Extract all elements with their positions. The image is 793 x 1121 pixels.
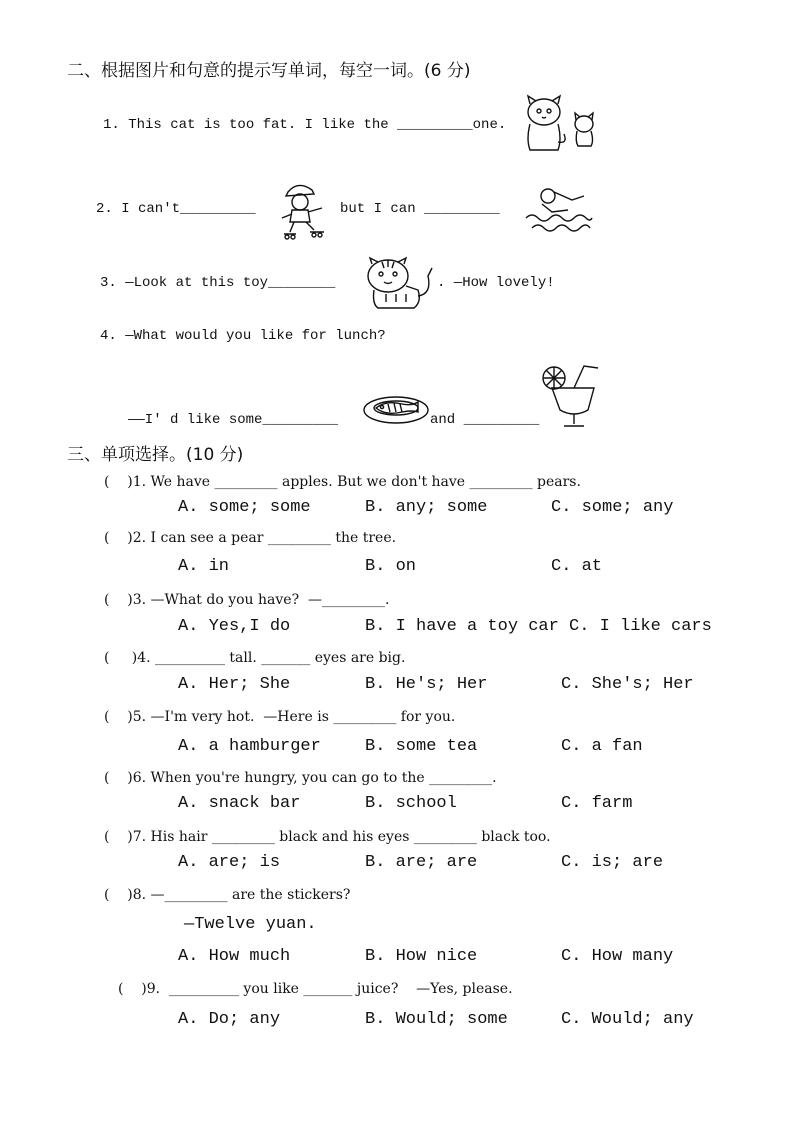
mc-question-9-option-c: C. Would; any xyxy=(561,1010,694,1029)
mc-question-1-stem: ( )1. We have _________ apples. But we don't have _________ pears. xyxy=(104,474,581,490)
mc-question-5-option-b: B. some tea xyxy=(365,737,478,756)
fish-dish-picture-icon xyxy=(362,390,432,428)
mc-question-5-stem: ( )5. —I'm very hot. —Here is _________ for you. xyxy=(104,709,456,725)
mc-question-7-option-c: C. is; are xyxy=(561,853,664,872)
swimmer-picture-icon xyxy=(524,182,594,234)
mc-question-3-option-a: A. Yes,I do xyxy=(178,617,291,636)
skater-picture-icon xyxy=(278,178,338,240)
mc-question-1-option-c: C. some; any xyxy=(551,498,674,517)
mc-question-7-option-b: B. are; are xyxy=(365,853,478,872)
mc-question-4-stem: ( )4. __________ tall. _______ eyes are big. xyxy=(104,650,406,666)
mc-question-1-option-b: B. any; some xyxy=(365,498,488,517)
fill-question-2-part-a: 2. I can't_________ xyxy=(96,201,256,217)
mc-question-7-option-a: A. are; is xyxy=(178,853,281,872)
mc-question-4-option-a: A. Her; She xyxy=(178,675,291,694)
mc-question-6-option-c: C. farm xyxy=(561,794,633,813)
mc-question-8-stem: ( )8. —_________ are the stickers? xyxy=(104,887,351,903)
mc-question-5-option-c: C. a fan xyxy=(561,737,643,756)
juice-glass-picture-icon xyxy=(540,362,604,430)
mc-question-3-option-c: C. I like cars xyxy=(569,617,712,636)
mc-question-4-option-b: B. He's; Her xyxy=(365,675,488,694)
mc-question-9-stem: ( )9. __________ you like _______ juice? —Yes, please. xyxy=(118,981,513,997)
mc-question-2-option-b: B. on xyxy=(365,557,417,576)
fill-question-1: 1. This cat is too fat. I like the _________one. xyxy=(103,117,507,133)
mc-question-8-answer-line: —Twelve yuan. xyxy=(184,915,317,934)
mc-question-6-option-a: A. snack bar xyxy=(178,794,301,813)
mc-question-7-stem: ( )7. His hair _________ black and his eyes _________ black too. xyxy=(104,829,551,845)
mc-question-6-option-b: B. school xyxy=(365,794,457,813)
mc-question-2-option-a: A. in xyxy=(178,557,230,576)
mc-question-3-stem: ( )3. —What do you have? —_________. xyxy=(104,592,390,608)
mc-question-8-option-c: C. How many xyxy=(561,947,674,966)
section-3-heading: 三、单项选择。(10 分) xyxy=(67,445,244,465)
fill-question-3-part-b: . —How lovely! xyxy=(437,275,555,291)
fill-question-3-part-a: 3. —Look at this toy________ xyxy=(100,275,336,291)
cats-picture-icon xyxy=(518,94,600,156)
section-2-heading: 二、根据图片和句意的提示写单词，每空一词。(6 分) xyxy=(67,61,471,81)
mc-question-4-option-c: C. She's; Her xyxy=(561,675,694,694)
mc-question-8-option-a: A. How much xyxy=(178,947,291,966)
mc-question-1-option-a: A. some; some xyxy=(178,498,311,517)
fill-question-4-part-b: ——I' d like some_________ xyxy=(128,412,339,428)
mc-question-9-option-a: A. Do; any xyxy=(178,1010,281,1029)
mc-question-8-option-b: B. How nice xyxy=(365,947,478,966)
fill-question-4-part-a: 4. —What would you like for lunch? xyxy=(100,328,386,344)
mc-question-5-option-a: A. a hamburger xyxy=(178,737,321,756)
mc-question-2-stem: ( )2. I can see a pear _________ the tree. xyxy=(104,530,397,546)
fill-question-2-part-b: but I can _________ xyxy=(340,201,500,217)
fill-question-4-part-c: and _________ xyxy=(430,412,540,428)
mc-question-2-option-c: C. at xyxy=(551,557,603,576)
mc-question-6-stem: ( )6. When you're hungry, you can go to the _________. xyxy=(104,770,497,786)
mc-question-3-option-b: B. I have a toy car xyxy=(365,617,559,636)
tiger-picture-icon xyxy=(362,254,442,312)
mc-question-9-option-b: B. Would; some xyxy=(365,1010,508,1029)
